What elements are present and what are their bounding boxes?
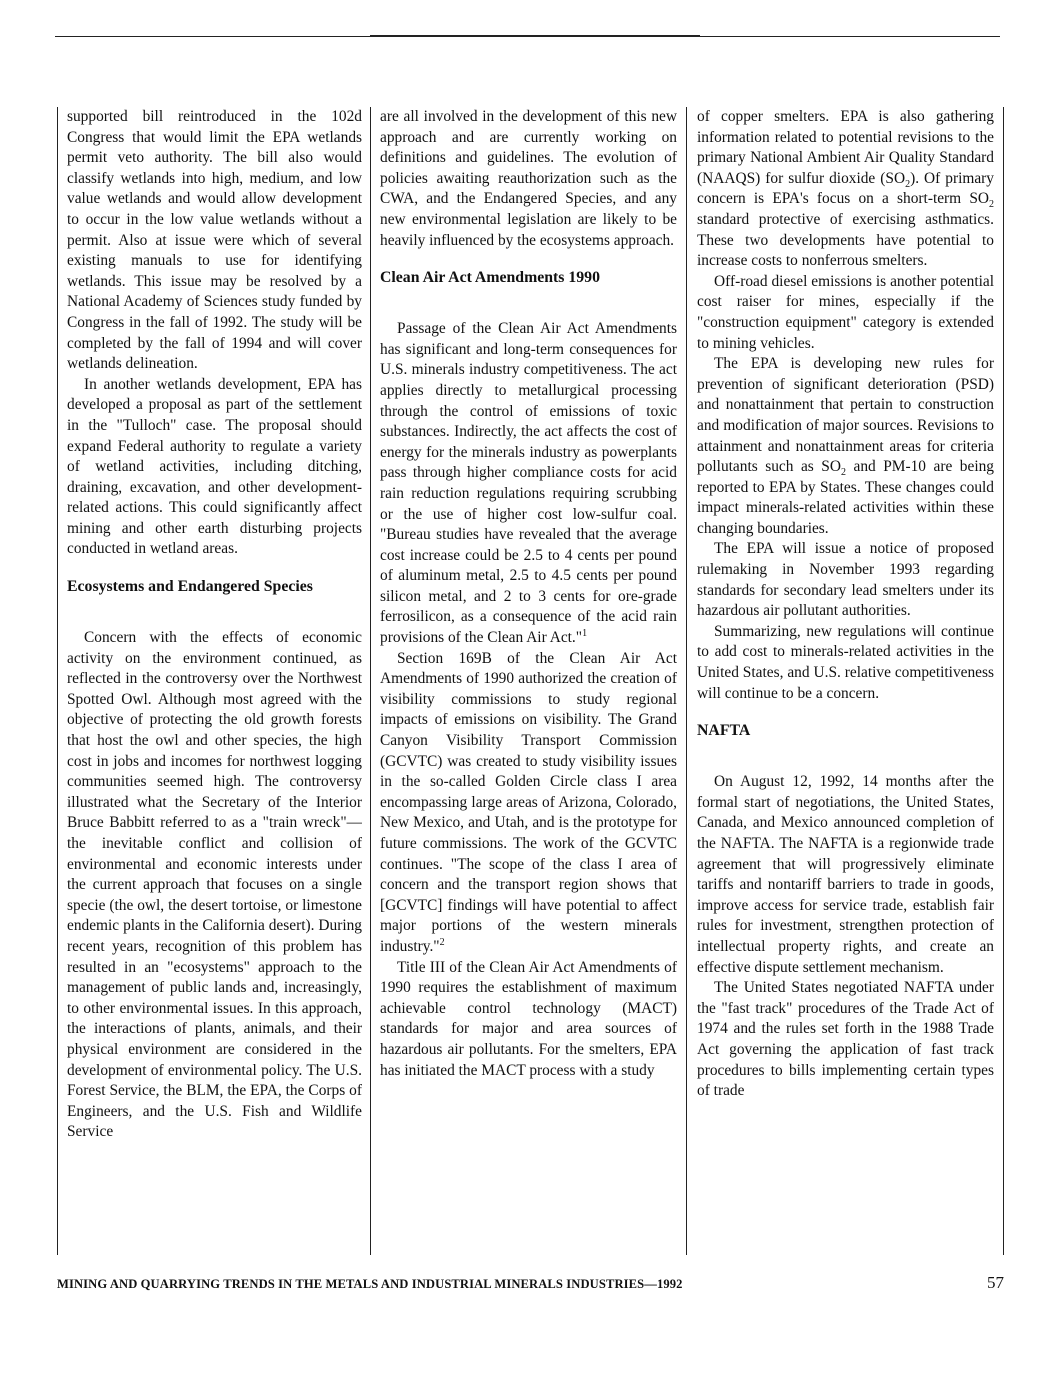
paragraph-copper-smelters: [697, 107, 994, 272]
column-2: [380, 107, 677, 1257]
column-3: [697, 107, 994, 1257]
footnote-ref-2: 2: [439, 936, 445, 948]
page-number: 57: [987, 1273, 1004, 1292]
heading-clean-air-act: Clean Air Act Amendments 1990: [380, 269, 600, 287]
paragraph-psd: [697, 354, 994, 539]
paragraph-tulloch: In another wetlands development, EPA has developed a proposal as part of the settlement in the "Tulloch" case. The proposal should expand Federal authority to regulate a variety of wetland activities, including ditching, draining, excavation, and other development-related actions. This could significantly affect mining and other earth disturbing projects conducted in wetland areas.: [67, 375, 362, 558]
subscript-2: 2: [840, 467, 846, 479]
column-rule-1: [370, 107, 371, 1255]
heading-nafta: NAFTA: [697, 722, 751, 740]
running-footer-title: MINING AND QUARRYING TRENDS IN THE METALS AND INDUSTRIAL MINERALS INDUSTRIES—1992: [57, 1277, 683, 1291]
footnote-ref-1: 1: [582, 627, 588, 639]
paragraph-caa-passage-text: Passage of the Clean Air Act Amendments has significant and long-term consequences for U.S. minerals industry competitiveness. The act applies directly to metallurgical processing through the control of emissions of toxic substances. Indirectly, the act affects the cost of energy for the minerals industry as powerplants pass through higher compliance costs for acid rain reduction regulations requiring scrubbing or the use of higher cost low-sulfur coal. "Bureau studies have revealed that the average cost increase could be 2.5 to 4 cents per pound of aluminum metal, 2.5 to 4.5 cents per pound silicon metal, and 2 to 3 cents for ore-grade ferrosilicon, as a consequence of the acid rain provisions of the Clean Air Act.": [380, 320, 677, 647]
smelters-text-b: ). Of primary concern is EPA's focus on a short-term SO: [697, 169, 994, 208]
column-1: [67, 107, 362, 1257]
column-rule-right: [1003, 107, 1004, 1255]
top-rule-accent: [370, 35, 700, 37]
paragraph-spotted-owl: Concern with the effects of economic activity on the environment continued, as reflected in the controversy over the Northwest Spotted Owl. Although most agreed with the objective of protecting the old growth forests that host the owl and other species, the high cost in jobs and incomes for northwest logging communities seemed high. The controversy illustrated what the Secretary of the Interior Bruce Babbitt referred to as a "train wreck"—the inevitable conflict and collision of environmental and economic interests under the current approach that focuses on a single specie (the owl, the desert tortoise, or limestone endemic plants in the California desert). During recent years, recognition of this problem has resulted in an "ecosystems" approach to the management of public lands and, increasingly, to other environmental issues. In this approach, the interactions of plants, animals, and their physical environment are considered in the development of environmental policy. The U.S. Forest Service, the BLM, the EPA, the Corps of Engineers, and the U.S. Fish and Wildlife Service: [67, 629, 362, 1141]
subscript-2: 2: [905, 178, 911, 190]
paragraph-section-169b-text: Section 169B of the Clean Air Act Amendments of 1990 authorized the creation of visibility commissions to study regional impacts of emissions on visibility. The Grand Canyon Visibility Transport Commission (GCVTC) was created to study visibility issues in the so-called Golden Circle class I area encompassing large areas of Arizona, Colorado, New Mexico, and Utah, and is the prototype for future commissions. The work of the GCVTC continues. "The scope of the class I area of concern and the transport region shows that [GCVTC] findings will have potential to affect major portions of the western minerals industry.": [380, 649, 677, 955]
smelters-text-a: of copper smelters. EPA is also gathering information related to potential revisions to the primary National Ambient Air Quality Standard (NAAQS) for sulfur dioxide (SO: [697, 108, 994, 187]
heading-ecosystems: Ecosystems and Endangered Species: [67, 578, 313, 596]
paragraph-title-iii: Title III of the Clean Air Act Amendments of 1990 requires the establishment of maximum achievable control technology (MACT) standards for major and area sources of hazardous air pollutants. For the smelters, EPA has initiated the MACT process with a study: [380, 958, 677, 1079]
column-rule-2: [686, 107, 687, 1255]
paragraph-nafta-completion: On August 12, 1992, 14 months after the formal start of negotiations, the United States, Canada, and Mexico announced completion of the NAFTA. The NAFTA is a regionwide trade agreement that will progressively eliminate tariffs and nontariff barriers to trade in goods, improve access for service trade, establish fair rules for investment, strengthen protection of intellectual property rights, and create an effective dispute settlement mechanism.: [697, 773, 994, 976]
paragraph-lead-smelters: The EPA will issue a notice of proposed rulemaking in November 1993 regarding standards for secondary lead smelters under its hazardous air pollutant authorities.: [697, 540, 994, 620]
paragraph-section-169b: [380, 649, 677, 958]
column-rule-left: [57, 107, 58, 1255]
paragraph-off-road-diesel: Off-road diesel emissions is another potential cost raiser for mines, especially if the "construction equipment" category is extended to mining vehicles.: [697, 272, 994, 352]
paragraph-fast-track: The United States negotiated NAFTA under the "fast track" procedures of the Trade Act of 1974 and the rules set forth in the 1988 Trade Act governing the application of fast track procedures to bills implementing certain types of trade: [697, 979, 994, 1100]
paragraph-summarizing: Summarizing, new regulations will continue to add cost to minerals-related activities in the United States, and U.S. relative competitiveness will continue to be a concern.: [697, 622, 994, 702]
psd-text-a: The EPA is developing new rules for prevention of significant deterioration (PSD) and nonattainment that pertain to construction and modification of major sources. Revisions to attainment and nonattainment areas for criteria pollutants such as SO: [697, 355, 994, 476]
psd-text-b: and PM-10 are being reported to EPA by States. These changes could impact minerals-related activities within these changing boundaries.: [697, 458, 994, 537]
paragraph-caa-passage: [380, 319, 677, 649]
smelters-text-c: standard protective of exercising asthmatics. These two developments have potential to increase costs to nonferrous smelters.: [697, 210, 994, 270]
subscript-2: 2: [989, 199, 994, 211]
paragraph-wetlands-bill: supported bill reintroduced in the 102d Congress that would limit the EPA wetlands permit veto authority. The bill also would classify wetlands into high, medium, and low value wetlands and would allow development to occur in the low value wetlands without a permit. Also at issue were which of several existing manuals to use for identifying wetlands. This issue may be resolved by a National Academy of Sciences study funded by Congress in the fall of 1992. The study will be completed by the fall of 1994 and will cover wetlands delineation.: [67, 108, 362, 373]
paragraph-ecosystems-approach: are all involved in the development of this new approach and are currently working on definitions and guidelines. The evolution of policies awaiting reauthorization such as the CWA, and the Endangered Species, and any new environmental legislation are likely to be heavily influenced by the ecosystems approach.: [380, 108, 677, 249]
